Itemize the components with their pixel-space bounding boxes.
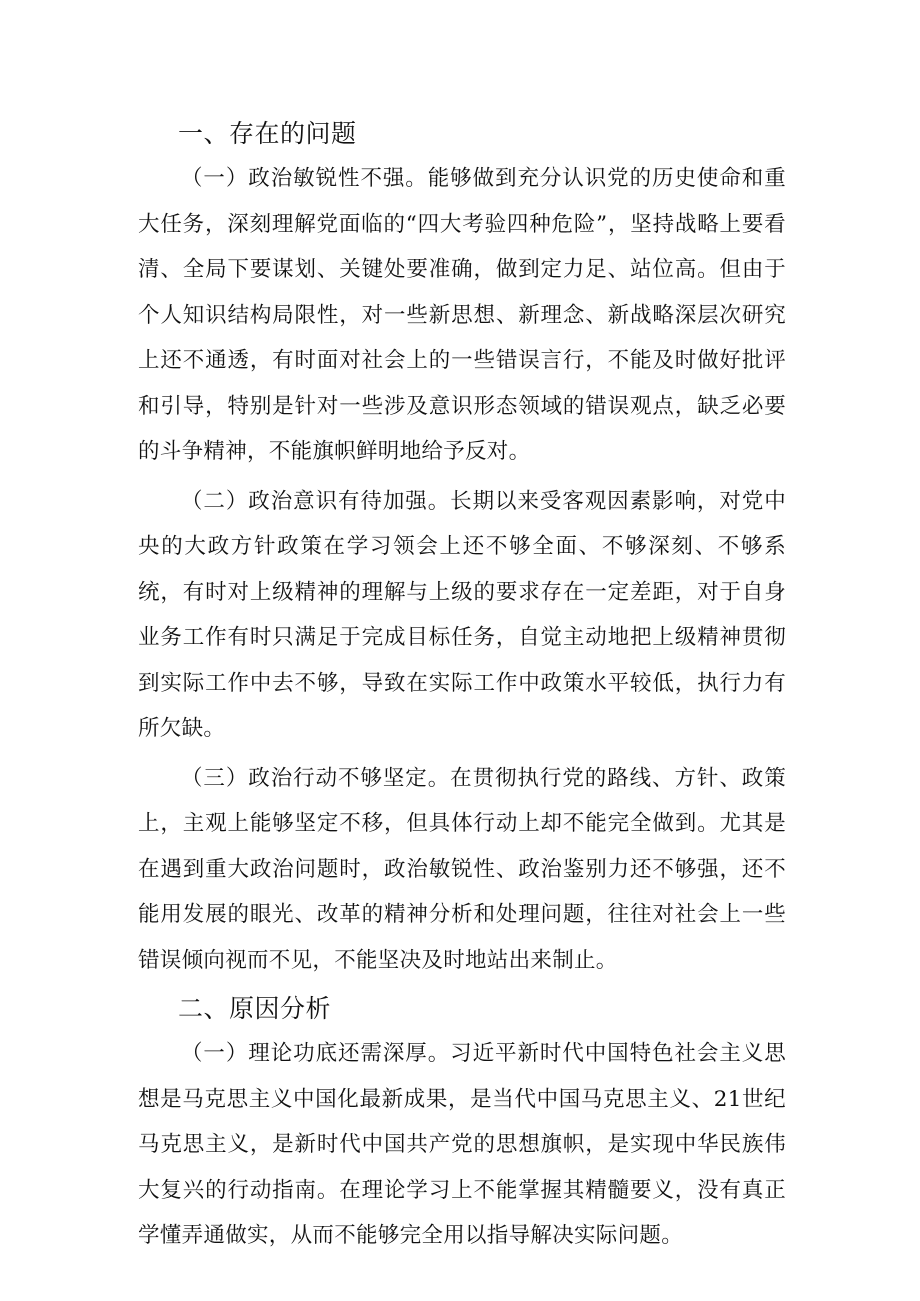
paragraph-political-sensitivity: （一）政治敏锐性不强。能够做到充分认识党的历史使命和重大任务，深刻理解党面临的“四大考验四种危险”，坚持战略上要看清、全局下要谋划、关键处要准确，做到定力足、站位高。但由于个人知识结构局限性，对一些新思想、新理念、新战略深层次研究上还不通透，有时面对社会上的一些错误言行，不能及时做好批评和引导，特别是针对一些涉及意识形态领域的错误观点，缺乏必要的斗争精神，不能旗帜鲜明地给予反对。: [138, 166, 786, 464]
paragraph-political-awareness: （二）政治意识有待加强。长期以来受客观因素影响，对党中央的大政方针政策在学习领会上还不够全面、不够深刻、不够系统，有时对上级精神的理解与上级的要求存在一定差距，对于自身业务工作有时只满足于完成目标任务，自觉主动地把上级精神贯彻到实际工作中去不够，导致在实际工作中政策水平较低，执行力有所欠缺。: [138, 488, 786, 741]
paragraph-political-action: （三）政治行动不够坚定。在贯彻执行党的路线、方针、政策上，主观上能够坚定不移，但具体行动上却不能完全做到。尤其是在遇到重大政治问题时，政治敏锐性、政治鉴别力还不够强，还不能用发展的眼光、改革的精神分析和处理问题，往往对社会上一些错误倾向视而不见，不能坚决及时地站出来制止。: [138, 765, 786, 973]
section-heading-problems: 一、存在的问题: [178, 119, 357, 148]
section-heading-causes: 二、原因分析: [178, 994, 332, 1023]
document-body: [138, 112, 786, 1263]
paragraph-theory-foundation: （一）理论功底还需深厚。习近平新时代中国特色社会主义思想是马克思主义中国化最新成果，是当代中国马克思主义、21世纪马克思主义，是新时代中国共产党的思想旗帜，是实现中华民族伟大复兴的行动指南。在理论学习上不能掌握其精髓要义，没有真正学懂弄通做实，从而不能够完全用以指导解决实际问题。: [138, 1041, 786, 1248]
